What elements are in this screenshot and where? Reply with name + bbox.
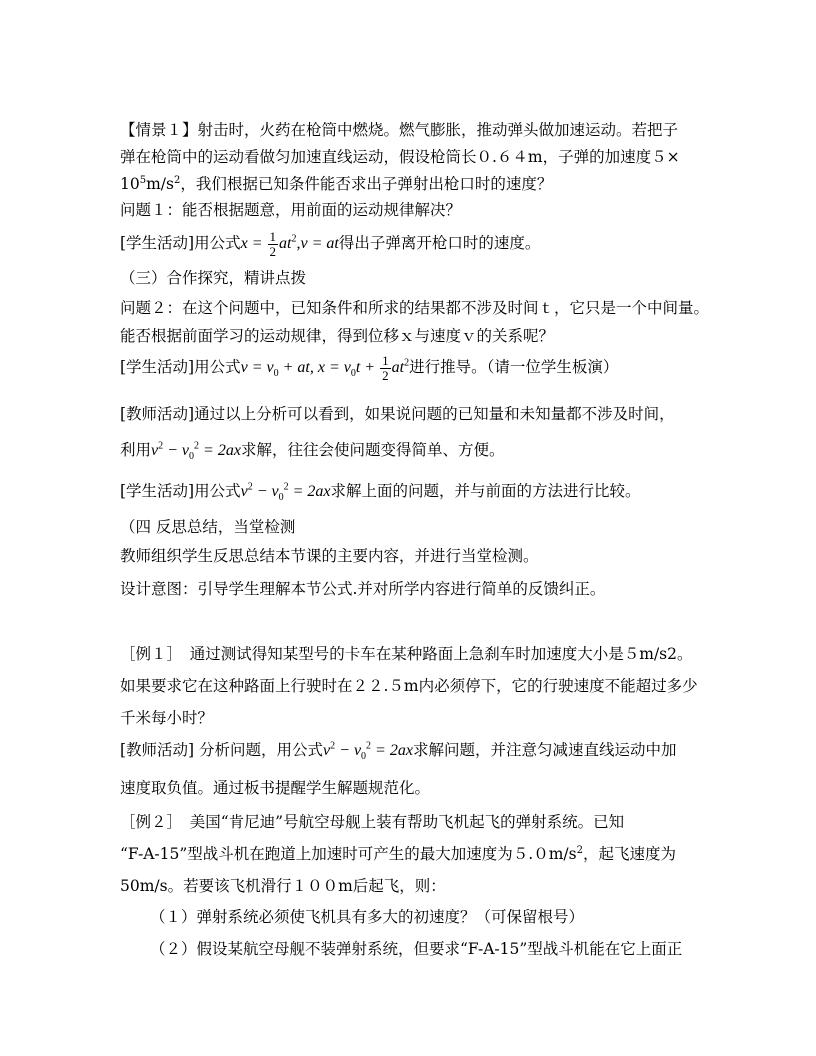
- question-2-line-1: 问题２：在这个问题中，已知条件和所求的结果都不涉及时间ｔ，它只是一个中间量。: [120, 299, 710, 317]
- scenario-line-3: $10^5m/s^2$，我们根据已知条件能否求出子弹射出枪口时的速度？: [120, 174, 553, 193]
- question-2-line-2: 能否根据前面学习的运动规律，得到位移ｘ与速度ｖ的关系呢？: [120, 327, 555, 345]
- formula-v-squared: $v^2 - v_0^2 = 2ax$: [323, 740, 413, 763]
- formula-v-squared: $v^2 - v_0^2 = 2ax$: [240, 481, 331, 504]
- question-1: 问题１：能否根据题意，用前面的运动规律解决？: [120, 201, 462, 219]
- example-2-line-1: ［例２］ 美国“肯尼迪”号航空母舰上装有帮助飞机起飞的弹射系统。已知: [120, 813, 625, 831]
- teacher-activity-2-line-2: 速度取负值。通过板书提醒学生解题规范化。: [120, 779, 431, 797]
- student-activity-3: [学生活动]用公式$v^2 - v_0^2 = 2ax$求解上面的问题，并与前面的方法进行比较。: [120, 481, 641, 504]
- example-1-line-3: 千米每小时？: [120, 709, 214, 727]
- student-activity-2: [学生活动]用公式$v = v_0$ + at, $x = v_0t$ + $\frac{1}{2}$ $at^2$进行推导。（请一位学生板演）: [120, 352, 619, 383]
- design-intent: 设计意图：引导学生理解本节公式.并对所学内容进行简单的反馈纠正。: [120, 580, 606, 598]
- example-1-line-1: ［例１］ 通过测试得知某型号的卡车在某种路面上急刹车时加速度大小是５m/s2。: [120, 645, 693, 663]
- section-4-title: （四 反思总结，当堂检测: [120, 518, 296, 536]
- scenario-line-1: 【情景１】射击时，火药在枪筒中燃烧。燃气膨胀，推动弹头做加速运动。若把子: [120, 121, 679, 139]
- formula-displacement: x = $\frac{1}{2}$ $at^2,v$ = at: [240, 228, 339, 259]
- student-activity-1: [学生活动]用公式x = $\frac{1}{2}$ $at^2,v$ = at得出子弹离开枪口时的速度。: [120, 228, 541, 259]
- example-1-line-2: 如果要求它在这种路面上行驶时在２２.５m内必须停下，它的行驶速度不能超过多少: [120, 677, 698, 695]
- example-2-line-2: “F-A-15”型战斗机在跑道上加速时可产生的最大加速度为$5.0m/s^2$，起飞速度为: [120, 844, 676, 863]
- teacher-activity-1-line-2: 利用$v^2 - v_0^2 = 2ax$求解，往往会使问题变得简单、方便。: [120, 440, 505, 463]
- section-4-text: 教师组织学生反思总结本节课的主要内容，并进行当堂检测。: [120, 547, 539, 565]
- scenario-line-2: 弹在枪筒中的运动看做匀加速直线运动，假设枪筒长０.６４m，子弹的加速度５×: [120, 148, 680, 166]
- teacher-activity-2-line-1: [教师活动] 分析问题，用公式$v^2 - v_0^2 = 2ax$求解问题，并注意匀减速直线运动中加: [120, 740, 677, 763]
- example-2-item-1: （１）弹射系统必须使飞机具有多大的初速度？（可保留根号）: [150, 908, 585, 926]
- formula-velocity-displacement: $v = v_0$ + at, $x = v_0t$ + $\frac{1}{2}$ $at^2$: [240, 352, 410, 383]
- formula-v-squared: $v^2 - v_0^2 = 2ax$: [151, 440, 241, 463]
- section-3-title: （三）合作探究，精讲点拨: [120, 269, 307, 287]
- teacher-activity-1-line-1: [教师活动]通过以上分析可以看到，如果说问题的已知量和未知量都不涉及时间，: [120, 405, 675, 423]
- example-2-item-2: （２）假设某航空母舰不装弹射系统，但要求“F-A-15”型战斗机能在它上面正: [150, 940, 683, 958]
- example-2-line-3: 50m/s。若要该飞机滑行１００m后起飞，则：: [120, 877, 446, 895]
